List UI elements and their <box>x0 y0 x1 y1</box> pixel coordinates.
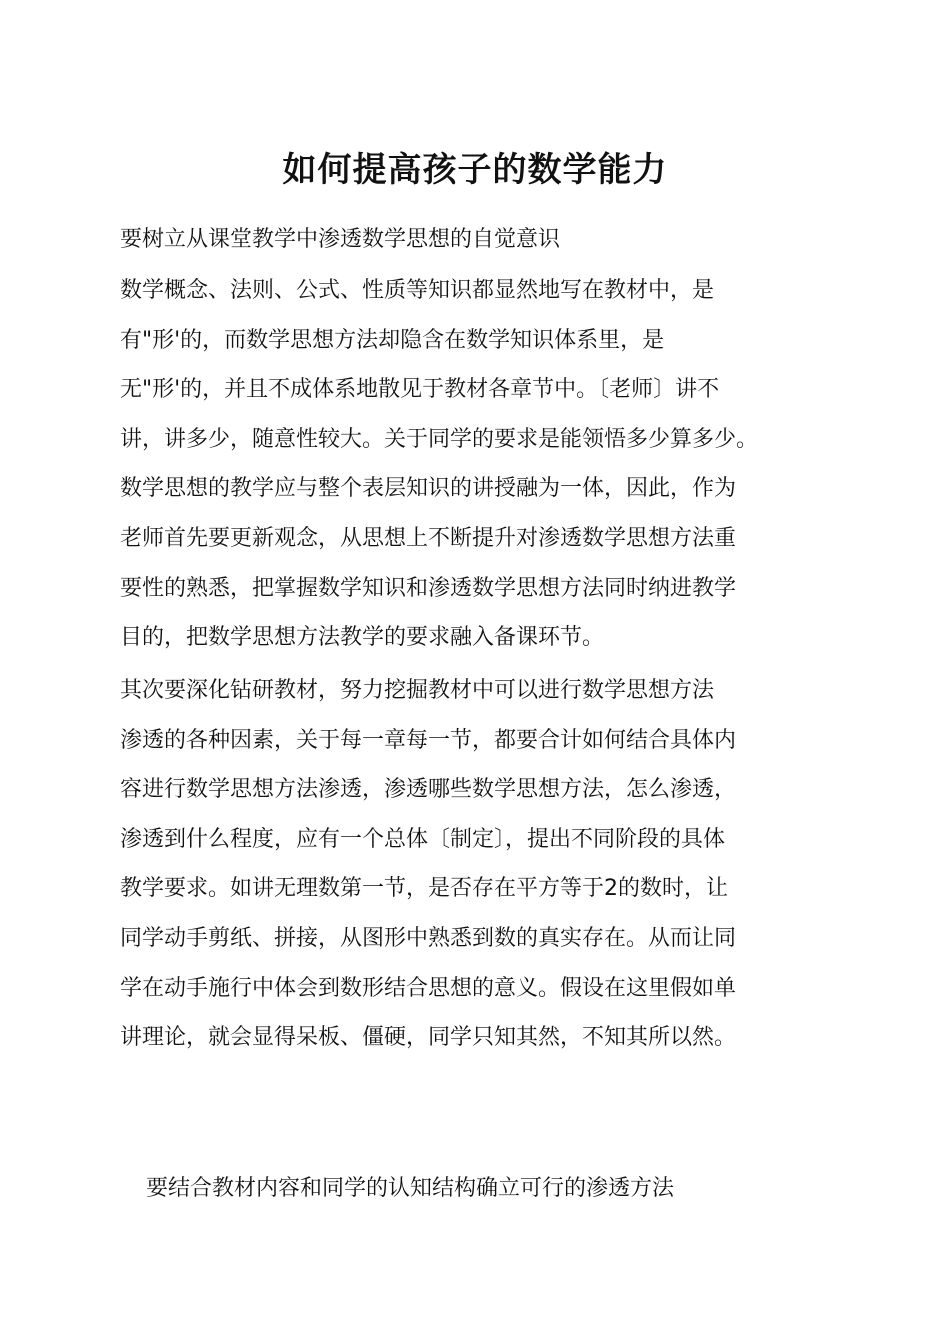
paragraph-2-line: 其次要深化钻研教材，努力挖掘教材中可以进行数学思想方法 <box>120 678 715 703</box>
paragraph-2-line: 同学动手剪纸、拼接，从图形中熟悉到数的真实存在。从而让同 <box>120 925 737 951</box>
section-heading-1: 要树立从课堂教学中渗透数学思想的自觉意识 <box>120 227 561 252</box>
paragraph-1-line: 要性的熟悉，把掌握数学知识和渗透数学思想方法同时纳进教学 <box>120 575 737 601</box>
paragraph-2 <box>120 666 860 1063</box>
paragraph-2-line: 渗透的各种因素，关于每一章每一节，都要合计如何结合具体内 <box>120 727 737 753</box>
paragraph-2-line: 教学要求。如讲无理数第一节，是否存在平方等于2的数时，让 <box>120 876 728 902</box>
section-heading-2: 要结合教材内容和同学的认知结构确立可行的渗透方法 <box>146 1176 675 1201</box>
paragraph-1-line: 无"形'的，并且不成体系地散见于教材各章节中。〔老师〕讲不 <box>120 377 720 403</box>
paragraph-1 <box>120 266 860 663</box>
paragraph-1-line: 数学思想的教学应与整个表层知识的讲授融为一体，因此，作为 <box>120 476 737 502</box>
paragraph-2-line: 学在动手施行中体会到数形结合思想的意义。假设在这里假如单 <box>120 975 737 1001</box>
paragraph-1-line: 有"形'的，而数学思想方法却隐含在数学知识体系里，是 <box>120 327 665 353</box>
paragraph-1-line: 老师首先要更新观念，从思想上不断提升对渗透数学思想方法重 <box>120 525 737 551</box>
paragraph-2-line: 讲理论，就会显得呆板、僵硬，同学只知其然，不知其所以然。 <box>120 1025 737 1051</box>
document-title: 如何提高孩子的数学能力 <box>282 150 668 190</box>
paragraph-2-line: 渗透到什么程度，应有一个总体〔制定〕，提出不同阶段的具体 <box>120 826 726 852</box>
paragraph-1-line: 讲，讲多少，随意性较大。关于同学的要求是能领悟多少算多少。 <box>120 426 759 452</box>
paragraph-1-line: 目的，把数学思想方法教学的要求融入备课环节。 <box>120 625 605 651</box>
paragraph-2-line: 容进行数学思想方法渗透，渗透哪些数学思想方法，怎么渗透， <box>120 777 737 803</box>
paragraph-1-line: 数学概念、法则、公式、性质等知识都显然地写在教材中，是 <box>120 278 715 303</box>
